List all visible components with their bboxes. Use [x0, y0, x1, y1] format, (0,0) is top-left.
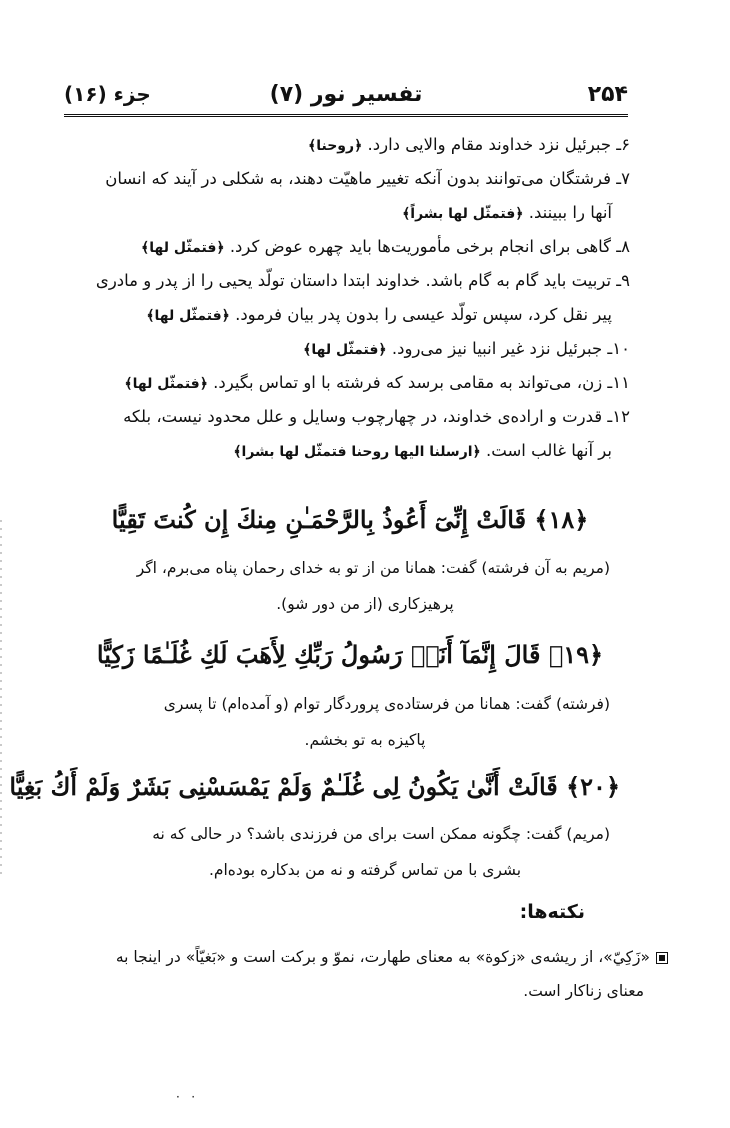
- point-line: ۶ـ جبرئیل نزد خداوند مقام والایی دارد. ﴿روحنا﴾: [308, 135, 630, 154]
- verse-text: قَالَتْ أَنَّىٰ يَكُونُ لِى غُلَـٰمٌ وَلَمْ يَمْسَسْنِى بَشَرٌ وَلَمْ أَكُ بَغِيًّا: [9, 772, 558, 801]
- quote: ﴿فتمثّل لها﴾: [124, 376, 208, 392]
- verse-18-translation: (مریم به آن فرشته) گفت: همانا من از تو به خدای رحمان پناه می‌برم، اگر پرهیزکاری (از من دور شو).: [136, 559, 610, 613]
- points-list: [64, 128, 630, 468]
- verse-19-translation: (فرشته) گفت: همانا من فرستاده‌ی پروردگار توام (و آمده‌ام) تا پسری پاکیزه به تو بخشم.: [163, 695, 610, 749]
- scan-edge-mark: [0, 520, 2, 880]
- verse-20: [9, 772, 620, 801]
- point-line: ۷ـ فرشتگان می‌توانند بدون آنکه تغییر ماهیّت دهند، به شکلی در آیند که انسان: [105, 169, 630, 188]
- verse-19: [80, 640, 620, 669]
- page-number: ۲۵۴: [587, 82, 628, 107]
- point-line: ۱۰ـ جبرئیل نزد غیر انبیا نیز می‌رود. ﴿فتمثّل لها﴾: [303, 339, 630, 358]
- point-line: آنها را ببینند. ﴿فتمثّل لها بشراً﴾: [402, 203, 612, 222]
- verse-text: قَالَتْ إِنِّىٓ أَعُوذُ بِالرَّحْمَـٰنِ مِنكَ إِن كُنتَ تَقِيًّا: [111, 505, 527, 534]
- verse-20-translation: (مریم) گفت: چگونه ممکن است برای من فرزندی باشد؟ در حالی که نه بشری با من تماس گرفته و نه من بدکاره بوده‌ام.: [152, 825, 610, 879]
- quote: ﴿فتمثّل لها﴾: [303, 342, 387, 358]
- verse-text: قَالَ إِنَّمَآ أَنَا۠ رَسُولُ رَبِّكِ لِأَهَبَ لَكِ غُلَـٰمًا زَكِيًّا: [96, 640, 541, 669]
- verse-18: [80, 505, 620, 534]
- header-rule: [64, 114, 628, 117]
- point-line: بر آنها غالب است. ﴿ارسلنا الیها روحنا فتمثّل لها بشرا﴾: [233, 441, 612, 460]
- quote: ﴿ارسلنا الیها روحنا فتمثّل لها بشرا﴾: [233, 444, 481, 460]
- quote: ﴿فتمثّل لها بشراً﴾: [402, 206, 524, 222]
- quote: ﴿فتمثّل لها﴾: [146, 308, 230, 324]
- bullet-square-icon: [656, 952, 668, 964]
- point-line: ۱۲ـ قدرت و اراده‌ی خداوند، در چهارچوب وسایل و علل محدود نیست، بلکه: [123, 407, 630, 426]
- verse-number: ﴿۱۸﴾: [534, 505, 589, 534]
- page-dots: · ·: [176, 1090, 196, 1104]
- verse-number: ﴿۲۰﴾: [566, 772, 620, 801]
- note-item: «زَكِيّ»، از ریشه‌ی «زکوة» به معنای طهارت، نموّ و برکت است و «بَغيّاً» در اینجا به معنای زناکار است.: [68, 940, 668, 1008]
- verse-number: ﴿۱۹﴾: [548, 640, 604, 669]
- quote: ﴿فتمثّل لها﴾: [141, 240, 225, 256]
- point-line: ۸ـ گاهی برای انجام برخی مأموریت‌ها باید چهره عوض کرد. ﴿فتمثّل لها﴾: [141, 237, 630, 256]
- book-title: تفسیر نور (۷): [269, 82, 423, 107]
- juz-label: جزء (۱۶): [64, 82, 151, 106]
- point-line: ۱۱ـ زن، می‌تواند به مقامی برسد که فرشته با او تماس بگیرد. ﴿فتمثّل لها﴾: [124, 373, 630, 392]
- notes-heading: نکته‌ها:: [519, 901, 585, 923]
- page-header: [64, 82, 628, 112]
- point-line: ۹ـ تربیت باید گام به گام باشد. خداوند ابتدا داستان تولّد یحیی را از پدر و مادری: [95, 271, 630, 290]
- point-line: پیر نقل کرد، سپس تولّد عیسی را بدون پدر بیان فرمود. ﴿فتمثّل لها﴾: [146, 305, 612, 324]
- quote: ﴿روحنا﴾: [308, 138, 363, 154]
